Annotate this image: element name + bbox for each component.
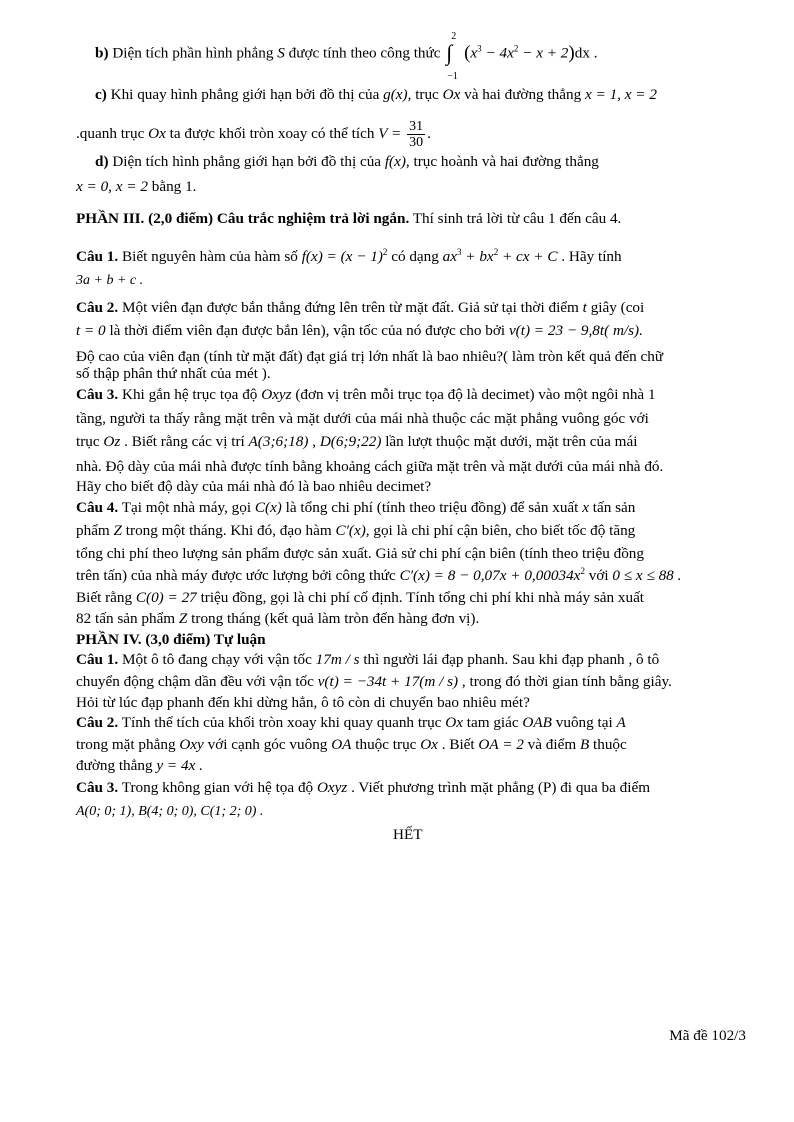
text: tam giác [462, 714, 523, 731]
text: trục [76, 433, 104, 450]
q42-line2 [76, 736, 627, 754]
math: y = 4x . [156, 757, 203, 774]
text: trong một tháng. Khi đó, đạo hàm [122, 522, 336, 539]
q32-line3: Độ cao của viên đạn (tính từ mặt đất) đạt giá trị lớn nhất là bao nhiêu?( làm tròn kết quả đến chữ [76, 348, 664, 365]
statement-c [95, 86, 657, 104]
math: Ox [442, 86, 461, 103]
part3-heading [76, 210, 621, 228]
text: . Biết [437, 736, 479, 753]
text: chuyển động chậm dần đều với vận tốc [76, 673, 318, 690]
exp: 3 [477, 43, 482, 54]
text: trong mặt phẳng [76, 736, 180, 753]
text: Diện tích hình phẳng giới hạn bởi đồ thị của [108, 153, 385, 170]
text: tấn sản [588, 499, 636, 516]
math: A [616, 714, 626, 731]
text: . Biết rằng các vị trí [120, 433, 249, 450]
paren: ) [568, 42, 575, 64]
statement-label: b) [95, 44, 109, 62]
fraction [407, 119, 425, 150]
text: , trục hoành và hai đường thẳng [405, 153, 599, 170]
question-4-1 [76, 651, 659, 669]
question-label: Câu 1. [76, 248, 119, 265]
numerator: 31 [409, 119, 424, 134]
q32-line2 [76, 322, 643, 340]
text: được tính theo công thức [284, 44, 445, 62]
text: Tính thể tích của khối tròn xoay khi quay quanh trục [118, 714, 446, 731]
text: . Hãy tính [557, 248, 622, 265]
math: f(x) = (x − 1) [301, 248, 383, 265]
text: , trong đó thời gian tính bằng giây. [458, 673, 672, 690]
exp: 2 [493, 247, 499, 257]
math: v(t) = 23 − 9,8t( m/s). [508, 322, 643, 339]
text: bằng 1. [147, 178, 197, 195]
text: vuông tại [551, 714, 617, 731]
math: Ox [445, 714, 463, 731]
math: − 4x [481, 44, 514, 62]
math: A(3;6;18) [248, 433, 309, 450]
text: trong tháng (kết quả làm tròn đến hàng đơn vị). [187, 610, 480, 627]
math: 17m / s [315, 651, 360, 668]
math: OA = 2 [478, 736, 524, 753]
math: Ox [148, 124, 166, 142]
text: phẩm [76, 522, 114, 539]
math: dx . [574, 44, 598, 62]
text: Một ô tô đang chạy với vận tốc [118, 651, 316, 668]
text: và hai đường thẳng [460, 86, 585, 103]
math: C′(x) [335, 522, 366, 539]
statement-d-line2 [76, 178, 196, 196]
math: + bx [461, 248, 494, 265]
text: thuộc trục [351, 736, 421, 753]
math: Z [178, 610, 188, 627]
q34-line4 [76, 567, 681, 585]
text: lần lượt thuộc mặt dưới, mặt trên của mái [381, 433, 638, 450]
text: là thời điểm viên đạn được bắn lên), vận tốc của nó được cho bởi [105, 322, 509, 339]
exp: 2 [382, 247, 388, 257]
part3-title: PHẦN III. (2,0 điểm) Câu trắc nghiệm trả lời ngắn. [76, 210, 410, 227]
statement-d [95, 153, 599, 171]
math: C′(x) = 8 − 0,07x + 0,00034x [399, 567, 581, 584]
q34-line5 [76, 589, 644, 607]
math: 0 ≤ x ≤ 88 . [612, 567, 682, 584]
text: và điểm [523, 736, 580, 753]
question-label: Câu 2. [76, 714, 119, 731]
text: trên tấn) của nhà máy được ước lượng bởi công thức [76, 567, 400, 584]
q41-line3: Hỏi từ lúc đạp phanh đến khi dừng hẳn, ô tô còn di chuyển bao nhiêu mét? [76, 694, 530, 711]
q34-line3: tổng chi phí theo lượng sản phẩm được sản xuất. Giả sử chi phí cận biên (tính theo triệu đồng [76, 545, 644, 562]
text: Một viên đạn được bắn thẳng đứng lên trên từ mặt đất. Giả sử tại thời điểm [118, 299, 583, 316]
math: Oxy [179, 736, 204, 753]
text: . [427, 124, 431, 142]
math: − x + 2 [518, 44, 569, 62]
math: C(x) [254, 499, 282, 516]
text: thì người lái đạp phanh. Sau khi đạp phanh , ô tô [359, 651, 660, 668]
math: f(x) [384, 153, 406, 170]
math: g(x) [383, 86, 408, 103]
text: có dạng [387, 248, 443, 265]
question-label: Câu 3. [76, 386, 119, 403]
math: Z [113, 522, 122, 539]
q43-points: A(0; 0; 1), B(4; 0; 0), C(1; 2; 0) . [76, 804, 264, 819]
math: x [470, 44, 478, 62]
question-label: Câu 4. [76, 499, 119, 516]
math: Oxyz [261, 386, 292, 403]
text: ta được khối tròn xoay có thể tích [165, 124, 379, 142]
math: OA [331, 736, 352, 753]
question-3-1 [76, 248, 622, 266]
exp: 3 [457, 247, 462, 257]
math: ax [442, 248, 457, 265]
exp: 2 [513, 43, 519, 54]
text: Biết nguyên hàm của hàm số [118, 248, 302, 265]
math: Oz [103, 433, 121, 450]
math: + cx + C [498, 248, 558, 265]
var: S [277, 44, 285, 62]
math: x = 0, x = 2 [76, 178, 148, 195]
text: , gọi là chi phí cận biên, cho biết tốc độ tăng [365, 522, 636, 539]
text: giây (coi [586, 299, 645, 316]
text: Tại một nhà máy, gọi [118, 499, 255, 516]
q33-line2: tầng, người ta thấy rằng mặt trên và mặt dưới của mái nhà thuộc các mặt phẳng vuông góc với [76, 410, 649, 427]
q42-line3 [76, 757, 203, 775]
text: Biết rằng [76, 589, 136, 606]
question-label: Câu 3. [76, 779, 119, 796]
part4-title: PHẦN IV. (3,0 điểm) Tự luận [76, 631, 266, 648]
question-3-3 [76, 386, 656, 404]
math: v(t) = −34t + 17(m / s) [317, 673, 459, 690]
math: x [582, 499, 589, 516]
integral-lower: −1 [447, 71, 458, 82]
end-marker: HẾT [393, 826, 423, 843]
math: Ox [420, 736, 438, 753]
q34-line6 [76, 610, 479, 628]
text: 82 tấn sản phẩm [76, 610, 179, 627]
math: D(6;9;22) [319, 433, 382, 450]
text: (đơn vị trên mỗi trục tọa độ là decimet) vào một ngôi nhà 1 [291, 386, 656, 403]
integral-sign: ∫ 2 −1 [444, 44, 460, 64]
statement-label: d) [95, 153, 109, 170]
math: Oxyz [316, 779, 348, 796]
statement-c-line2 [76, 119, 431, 150]
question-label: Câu 2. [76, 299, 119, 316]
q33-line4: nhà. Độ dày của mái nhà được tính bằng khoảng cách giữa mặt trên và mặt dưới của mái nhà đó. [76, 458, 664, 475]
text: , trục [407, 86, 443, 103]
text: . Viết phương trình mặt phẳng (P) đi qua ba điểm [347, 779, 651, 796]
question-4-3 [76, 779, 650, 797]
text: Khi gắn hệ trục tọa độ [118, 386, 262, 403]
paren: ( [464, 42, 471, 64]
text: là tổng chi phí (tính theo triệu đồng) để sản xuất [281, 499, 583, 516]
question-3-2 [76, 299, 644, 317]
question-label: Câu 1. [76, 651, 119, 668]
text: , [308, 433, 320, 450]
text: triệu đồng, gọi là chi phí cố định. Tính tổng chi phí khi nhà máy sản xuất [196, 589, 645, 606]
text: Diện tích phần hình phẳng [108, 44, 278, 62]
exp: 2 [580, 566, 585, 576]
text: Trong không gian với hệ tọa độ [118, 779, 317, 796]
question-3-4 [76, 499, 635, 517]
part3-note: Thí sinh trả lời từ câu 1 đến câu 4. [409, 210, 622, 227]
text: với [584, 567, 613, 584]
q34-line2 [76, 522, 635, 540]
text: Khi quay hình phẳng giới hạn bởi đồ thị của [106, 86, 384, 103]
text: đường thẳng [76, 757, 157, 774]
q33-line3 [76, 433, 637, 451]
text: .quanh trục [76, 124, 149, 142]
text: thuộc [589, 736, 627, 753]
math: V = [378, 124, 406, 142]
q33-line5: Hãy cho biết độ dày của mái nhà đó là bao nhiêu decimet? [76, 478, 432, 495]
question-4-2 [76, 714, 626, 732]
integral-upper: 2 [451, 31, 457, 42]
statement-b [95, 31, 598, 82]
math: t = 0 [76, 322, 106, 339]
q32-line4: số thập phân thứ nhất của mét ). [76, 365, 271, 382]
math: t [582, 299, 587, 316]
math: B [579, 736, 590, 753]
q31-line2: 3a + b + c . [76, 273, 144, 288]
denominator: 30 [409, 135, 424, 150]
statement-label: c) [95, 86, 107, 103]
page-footer: Mã đề 102/3 [669, 1027, 746, 1044]
q41-line2 [76, 673, 672, 691]
math: x = 1, x = 2 [585, 86, 657, 103]
math: OAB [522, 714, 552, 731]
text: với cạnh góc vuông [203, 736, 332, 753]
math: C(0) = 27 [135, 589, 197, 606]
